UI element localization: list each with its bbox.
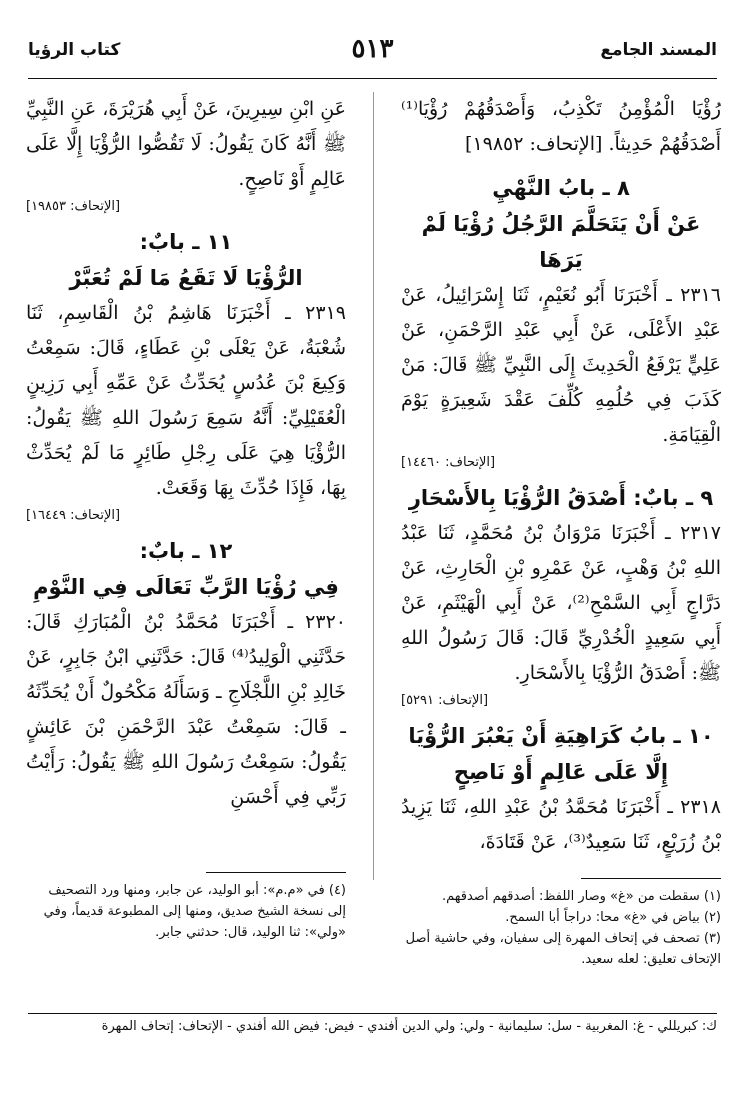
section-8-subtitle: عَنْ أَنْ يَتَحَلَّمَ الرَّجُلُ رُؤْيَا لَمْ يَرَهَا: [421, 212, 701, 272]
page-number: ٥١٣: [351, 34, 394, 64]
column-separator: [373, 92, 374, 880]
ref-2319: [الإتحاف: ١٦٤٤٩]: [26, 508, 121, 523]
footnotes-left: [26, 880, 346, 943]
hadith-2318: ٢٣١٨ ـ أَخْبَرَنَا مُحَمَّدُ بْنُ عَبْدِ اللهِ، ثَنَا يَزِيدُ بْنُ زُرَيْعٍ، ثَنَا سَعِيدٌ⁽³⁾، عَنْ قَتَادَةَ،: [401, 796, 721, 853]
right-column: [401, 92, 721, 860]
footnotes-right: [401, 886, 721, 970]
hadith-2316: ٢٣١٦ ـ أَخْبَرَنَا أَبُو نُعَيْمٍ، ثَنَا إِسْرَائِيلُ، عَنْ عَبْدِ الأَعْلَى، عَنْ أَبِي عَبْدِ الرَّحْمَنِ، عَنْ عَلِيٍّ يَرْفَعُ الْحَدِيثَ إِلَى النَّبِيِّ ﷺ قَالَ: مَنْ كَذَبَ فِي حُلُمِهِ كُلِّفَ عَقْدَ شَعِيرَةٍ يَوْمَ الْقِيَامَةِ.: [401, 284, 721, 446]
paragraph-continuation: رُؤْيَا الْمُؤْمِنُ تَكْذِبُ، وَأَصْدَقُهُمْ رُؤْيَا⁽¹⁾ أَصْدَقُهُمْ حَدِيثاً. [الإتحاف: ١٩٨٥٢]: [401, 98, 721, 155]
abbreviations-key: ك: كبريللي - غ: المغربية - سل: سليمانية - ولي: ولي الدين أفندي - فيض: فيض الله أفندي - الإتحاف: إتحاف المهرة: [101, 1019, 717, 1034]
section-12-title: ١٢ ـ بابٌ:: [139, 539, 233, 563]
hadith-2317: ٢٣١٧ ـ أَخْبَرَنَا مَرْوَانُ بْنُ مُحَمَّدٍ، ثَنَا عَبْدُ اللهِ بْنُ وَهْبٍ، عَنْ عَمْرِو بْنِ الْحَارِثِ، عَنْ دَرَّاجٍ أَبِي السَّمْحِ⁽²⁾، عَنْ أَبِي الْهَيْثَمِ، عَنْ أَبِي سَعِيدٍ الْخُدْرِيِّ قَالَ: قَالَ رَسُولُ اللهِ ﷺ: أَصْدَقُ الرُّؤْيَا بِالأَسْحَارِ.: [401, 522, 721, 684]
hadith-2319: ٢٣١٩ ـ أَخْبَرَنَا هَاشِمُ بْنُ الْقَاسِمِ، ثَنَا شُعْبَةُ، عَنْ يَعْلَى بْنِ عَطَاءٍ، قَالَ: سَمِعْتُ وَكِيعَ بْنَ عُدُسٍ يُحَدِّثُ عَنْ عَمِّهِ أَبِي رَزِينٍ الْعُقَيْلِيِّ: أَنَّهُ سَمِعَ رَسُولَ اللهِ ﷺ يَقُولُ: الرُّؤْيَا هِيَ عَلَى رِجْلِ طَائِرٍ مَا لَمْ يُحَدِّثْ بِهَا، فَإِذَا حُدِّثَ بِهَا وَقَعَتْ.: [26, 302, 346, 499]
chapter-title: كتاب الرؤيا: [28, 40, 121, 60]
paragraph-continuation-left: عَنِ ابْنِ سِيرِينَ، عَنْ أَبِي هُرَيْرَةَ، عَنِ النَّبِيِّ ﷺ أَنَّهُ كَانَ يَقُولُ: لَا تَقُصُّوا الرُّؤْيَا إِلَّا عَلَى عَالِمٍ أَوْ نَاصِحٍ.: [26, 98, 346, 190]
section-11-title: ١١ ـ بابٌ:: [139, 230, 233, 254]
header-rule: [28, 78, 717, 79]
footnote-2: (٢) بياض في «غ» محا: دراجاً أبا السمح.: [505, 910, 721, 925]
hadith-2320: ٢٣٢٠ ـ أَخْبَرَنَا مُحَمَّدُ بْنُ الْمُبَارَكِ قَالَ: حَدَّثَنِي الْوَلِيدُ⁽⁴⁾ قَالَ: حَدَّثَنِي ابْنُ جَابِرٍ، عَنْ خَالِدِ بْنِ اللَّجْلَاجِ ـ وَسَأَلَهُ مَكْحُولٌ أَنْ يُحَدِّثَهُ ـ قَالَ: سَمِعْتُ عَبْدَ الرَّحْمَنِ بْنَ عَائِشٍ يَقُولُ: سَمِعْتُ رَسُولَ اللهِ ﷺ يَقُولُ: رَأَيْتُ رَبِّي فِي أَحْسَنِ: [26, 611, 346, 808]
section-11-subtitle: الرُّؤْيَا لَا تَقَعُ مَا لَمْ تُعَبَّرْ: [69, 266, 303, 290]
ref-2318: [الإتحاف: ١٩٨٥٣]: [26, 199, 121, 214]
left-column: [26, 92, 346, 815]
book-title: المسند الجامع: [600, 40, 717, 60]
footnote-4: (٤) في «م.م»: أبو الوليد، عن جابر، ومنها ورد التصحيف إلى نسخة الشيخ صديق، ومنها إلى المطبوعة قديماً، وفي «ولي»: ثنا الوليد، قال: حدثني جابر.: [43, 883, 346, 940]
ref-2316: [الإتحاف: ١٤٤٦٠]: [401, 455, 496, 470]
section-10-title: ١٠ ـ بابُ كَرَاهِيَةِ أَنْ يَعْبُرَ الرُّؤْيَا: [408, 724, 714, 748]
ref-2317: [الإتحاف: ٥٢٩١]: [401, 693, 489, 708]
section-9-title: ٩ ـ بابٌ: أَصْدَقُ الرُّؤْيَا بِالأَسْحَارِ: [408, 486, 714, 510]
bottom-rule: [28, 1013, 717, 1014]
page-header: [28, 34, 717, 74]
section-10-subtitle: إِلَّا عَلَى عَالِمٍ أَوْ نَاصِحٍ: [453, 760, 669, 784]
footnote-1: (١) سقطت من «غ» وصار اللفظ: أصدقهم أصدقهم.: [441, 889, 721, 904]
footnote-3: (٣) تصحف في إتحاف المهرة إلى سفيان، وفي حاشية أصل الإتحاف تعليق: لعله سعيد.: [405, 931, 721, 967]
footnote-rule-right: [581, 878, 721, 879]
section-8-title: ٨ ـ بابُ النَّهْيِ: [492, 176, 630, 200]
section-12-subtitle: فِي رُؤْيَا الرَّبِّ تَعَالَى فِي النَّوْمِ: [33, 575, 339, 599]
footnote-rule-left: [206, 872, 346, 873]
